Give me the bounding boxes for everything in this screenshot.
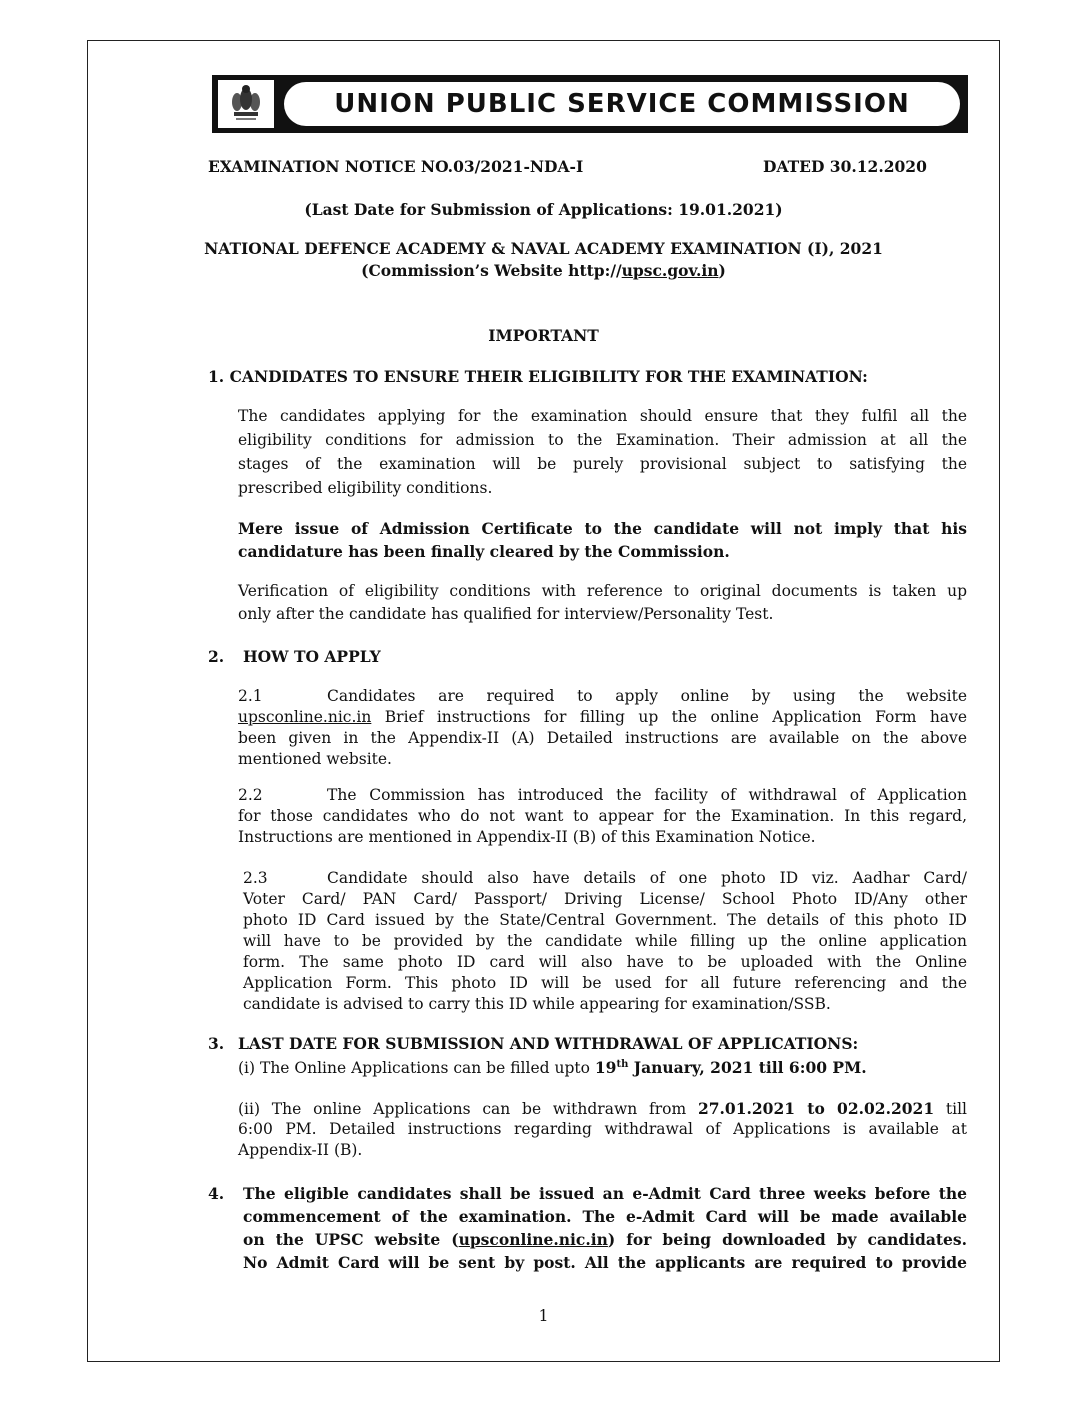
section-2-number: 2. xyxy=(208,647,225,666)
header-banner xyxy=(212,75,968,133)
section-3-heading: LAST DATE FOR SUBMISSION AND WITHDRAWAL OF APPLICATIONS: xyxy=(238,1034,859,1053)
website-link[interactable]: upsc.gov.in xyxy=(621,261,719,280)
section-3-number: 3. xyxy=(208,1034,225,1053)
p23-line: form. The same photo ID card will also have to be uploaded with the Online xyxy=(243,953,967,971)
section-4-number: 4. xyxy=(208,1184,225,1203)
upsconline-link[interactable]: upsconline.nic.in xyxy=(238,708,372,726)
last-date-line: (Last Date for Submission of Applications: 19.01.2021) xyxy=(304,200,783,219)
notice-date: DATED 30.12.2020 xyxy=(763,157,927,176)
s3-item-ii-line: Appendix-II (B). xyxy=(238,1141,363,1159)
s1-para1-line: prescribed eligibility conditions. xyxy=(238,479,493,497)
p23-line: will have to be provided by the candidate while filling up the online application xyxy=(243,932,967,950)
p23-line: Application Form. This photo ID will be used for all future referencing and the xyxy=(243,974,967,992)
s1-para2-line: candidature has been finally cleared by the Commission. xyxy=(238,542,730,561)
p21-line: upsconline.nic.in Brief instructions for filling up the online Application Form have xyxy=(238,708,967,726)
p23-line: Candidate should also have details of one photo ID viz. Aadhar Card/ xyxy=(327,869,967,887)
notice-number: EXAMINATION NOTICE NO.03/2021-NDA-I xyxy=(208,157,584,176)
s1-para1-line: eligibility conditions for admission to the Examination. Their admission at all the xyxy=(238,431,967,449)
p22-line: Instructions are mentioned in Appendix-II (B) of this Examination Notice. xyxy=(238,828,816,846)
p23-line: Voter Card/ PAN Card/ Passport/ Driving License/ School Photo ID/Any other xyxy=(243,890,967,908)
s1-para1-line: stages of the examination will be purely provisional subject to satisfying the xyxy=(238,455,967,473)
p23-line: photo ID Card issued by the State/Central Government. The details of this photo ID xyxy=(243,911,967,929)
p23-number: 2.3 xyxy=(243,869,268,887)
s1-para2-line: Mere issue of Admission Certificate to the candidate will not imply that his xyxy=(238,519,967,538)
p21-line: mentioned website. xyxy=(238,750,392,768)
p21-line: Candidates are required to apply online by using the website xyxy=(327,687,967,705)
s3-item-ii-line: 6:00 PM. Detailed instructions regarding withdrawal of Applications is available at xyxy=(238,1120,967,1138)
s1-para1-line: The candidates applying for the examination should ensure that they fulfil all the xyxy=(238,407,967,425)
p22-number: 2.2 xyxy=(238,786,263,804)
website-line: (Commission’s Website http://upsc.gov.in) xyxy=(361,261,726,280)
s4-line: No Admit Card will be sent by post. All the applicants are required to provide xyxy=(243,1253,967,1272)
s4-line: on the UPSC website (upsconline.nic.in) for being downloaded by candidates. xyxy=(243,1230,968,1249)
s3-item-ii: (ii) The online Applications can be withdrawn from 27.01.2021 to 02.02.2021 till xyxy=(238,1099,967,1118)
important-heading: IMPORTANT xyxy=(488,326,599,345)
exam-title: NATIONAL DEFENCE ACADEMY & NAVAL ACADEMY EXAMINATION (I), 2021 xyxy=(204,239,883,258)
section-2-heading: HOW TO APPLY xyxy=(243,647,381,666)
s1-para3-line: only after the candidate has qualified for interview/Personality Test. xyxy=(238,605,774,623)
p21-number: 2.1 xyxy=(238,687,263,705)
banner-title: UNION PUBLIC SERVICE COMMISSION xyxy=(284,82,960,126)
p21-line: been given in the Appendix-II (A) Detailed instructions are available on the above xyxy=(238,729,967,747)
p23-line: candidate is advised to carry this ID while appearing for examination/SSB. xyxy=(243,995,831,1013)
s4-line: commencement of the examination. The e-Admit Card will be made available xyxy=(243,1207,967,1226)
p22-line: The Commission has introduced the facility of withdrawal of Application xyxy=(327,786,967,804)
p22-line: for those candidates who do not want to appear for the Examination. In this regard, xyxy=(238,807,967,825)
national-emblem-icon xyxy=(218,80,274,128)
s3-item-i: (i) The Online Applications can be filled upto 19th January, 2021 till 6:00 PM. xyxy=(238,1058,867,1077)
upsconline-link[interactable]: upsconline.nic.in xyxy=(458,1230,608,1249)
s1-para3-line: Verification of eligibility conditions with reference to original documents is taken up xyxy=(238,582,967,600)
section-1-heading: 1. CANDIDATES TO ENSURE THEIR ELIGIBILITY FOR THE EXAMINATION: xyxy=(208,367,868,386)
s4-line: The eligible candidates shall be issued an e-Admit Card three weeks before the xyxy=(243,1184,967,1203)
page-number: 1 xyxy=(538,1307,549,1325)
